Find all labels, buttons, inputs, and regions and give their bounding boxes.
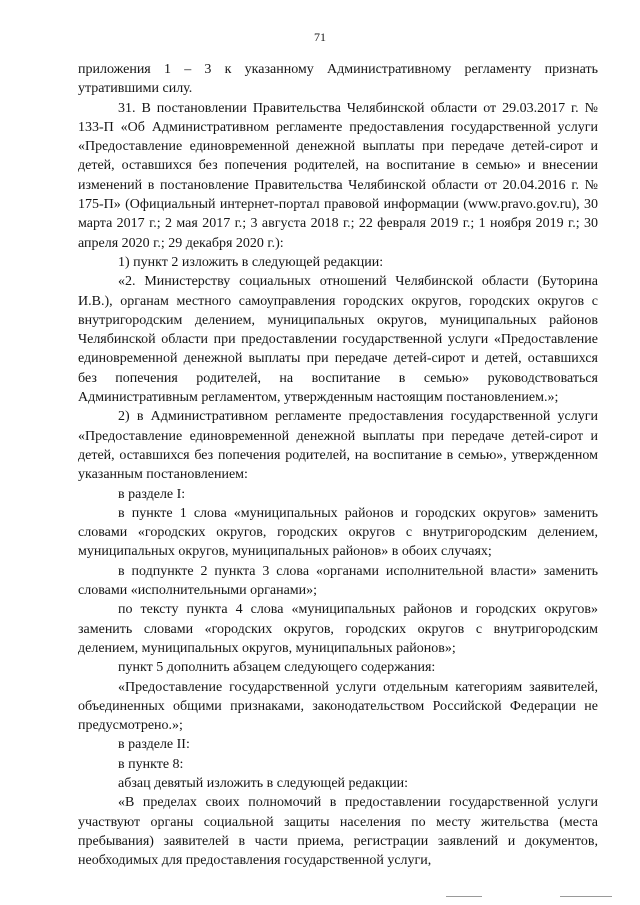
paragraph: «2. Министерству социальных отношений Челябинской области (Буторина И.В.), органам местного самоуправления городских округов, городских округов с внутригородским делением, муниципальных округов, муниципальных районов Челябинской области при предоставлении государственной услуги «Предоставление единовременной денежной выплаты при передаче детей-сирот и детей, оставшихся без попечения родителей, на воспитание в семью» руководствоваться Административным регламентом, утвержденным настоящим постановлением.»; [78,274,598,406]
scan-mark-line [560,896,612,897]
document-body [78,60,598,870]
paragraph: 2) в Административном регламенте предоставления государственной услуги «Предоставление единовременной денежной выплаты при передаче детей-сирот и детей, оставшихся без попечения родителей, на воспитание в семью», утвержденном указанным постановлением: [78,409,598,483]
paragraph: «Предоставление государственной услуги отдельным категориям заявителей, объединенных общими признаками, законодательством Российской Федерации не предусмотрено.»; [78,679,598,734]
paragraph: приложения 1 – 3 к указанному Административному регламенту признать утратившими силу. [78,62,598,97]
paragraph: 1) пункт 2 изложить в следующей редакции: [118,254,384,270]
paragraph: в разделе I: [118,486,186,502]
paragraph: пункт 5 дополнить абзацем следующего содержания: [118,660,436,676]
paragraph: в пункте 1 слова «муниципальных районов и городских округов» заменить словами «городских округов, городских округов с внутригородским делением, муниципальных округов, муниципальных районов» в обоих случаях; [78,505,598,560]
paragraph: «В пределах своих полномочий в предоставлении государственной услуги участвуют органы социальной защиты населения по месту жительства (места пребывания) заявителей в части приема, регистрации заявлений и документов, необходимых для предоставления государственной услуги, [78,795,598,869]
page-number: 71 [314,30,326,44]
scan-mark-line [446,896,482,897]
paragraph: в пункте 8: [118,756,184,772]
paragraph: в разделе II: [118,737,190,753]
paragraph: по тексту пункта 4 слова «муниципальных районов и городских округов» заменить словами «городских округов, городских округов с внутригородским делением, муниципальных округов, муниципальных районов»; [78,602,598,656]
paragraph: в подпункте 2 пункта 3 слова «органами исполнительной власти» заменить словами «исполнительными органами»; [78,563,598,599]
paragraph: 31. В постановлении Правительства Челябинской области от 29.03.2017 г. № 133-П «Об Административном регламенте предоставления государственной услуги «Предоставление единовременной денежной выплаты при передаче детей-сирот и детей, оставшихся без попечения родителей, на воспитание в семью» и внесении изменений в постановление Правительства Челябинской области от 20.04.2016 г. № 175-П» (Официальный интернет-портал правовой информации (www.pravo.gov.ru), 30 марта 2017 г.; 2 мая 2017 г.; 3 августа 2018 г.; 22 февраля 2019 г.; 1 ноября 2019 г.; 30 апреля 2020 г.; 29 декабря 2020 г.): [78,100,598,251]
paragraph: абзац девятый изложить в следующей редакции: [118,775,409,791]
